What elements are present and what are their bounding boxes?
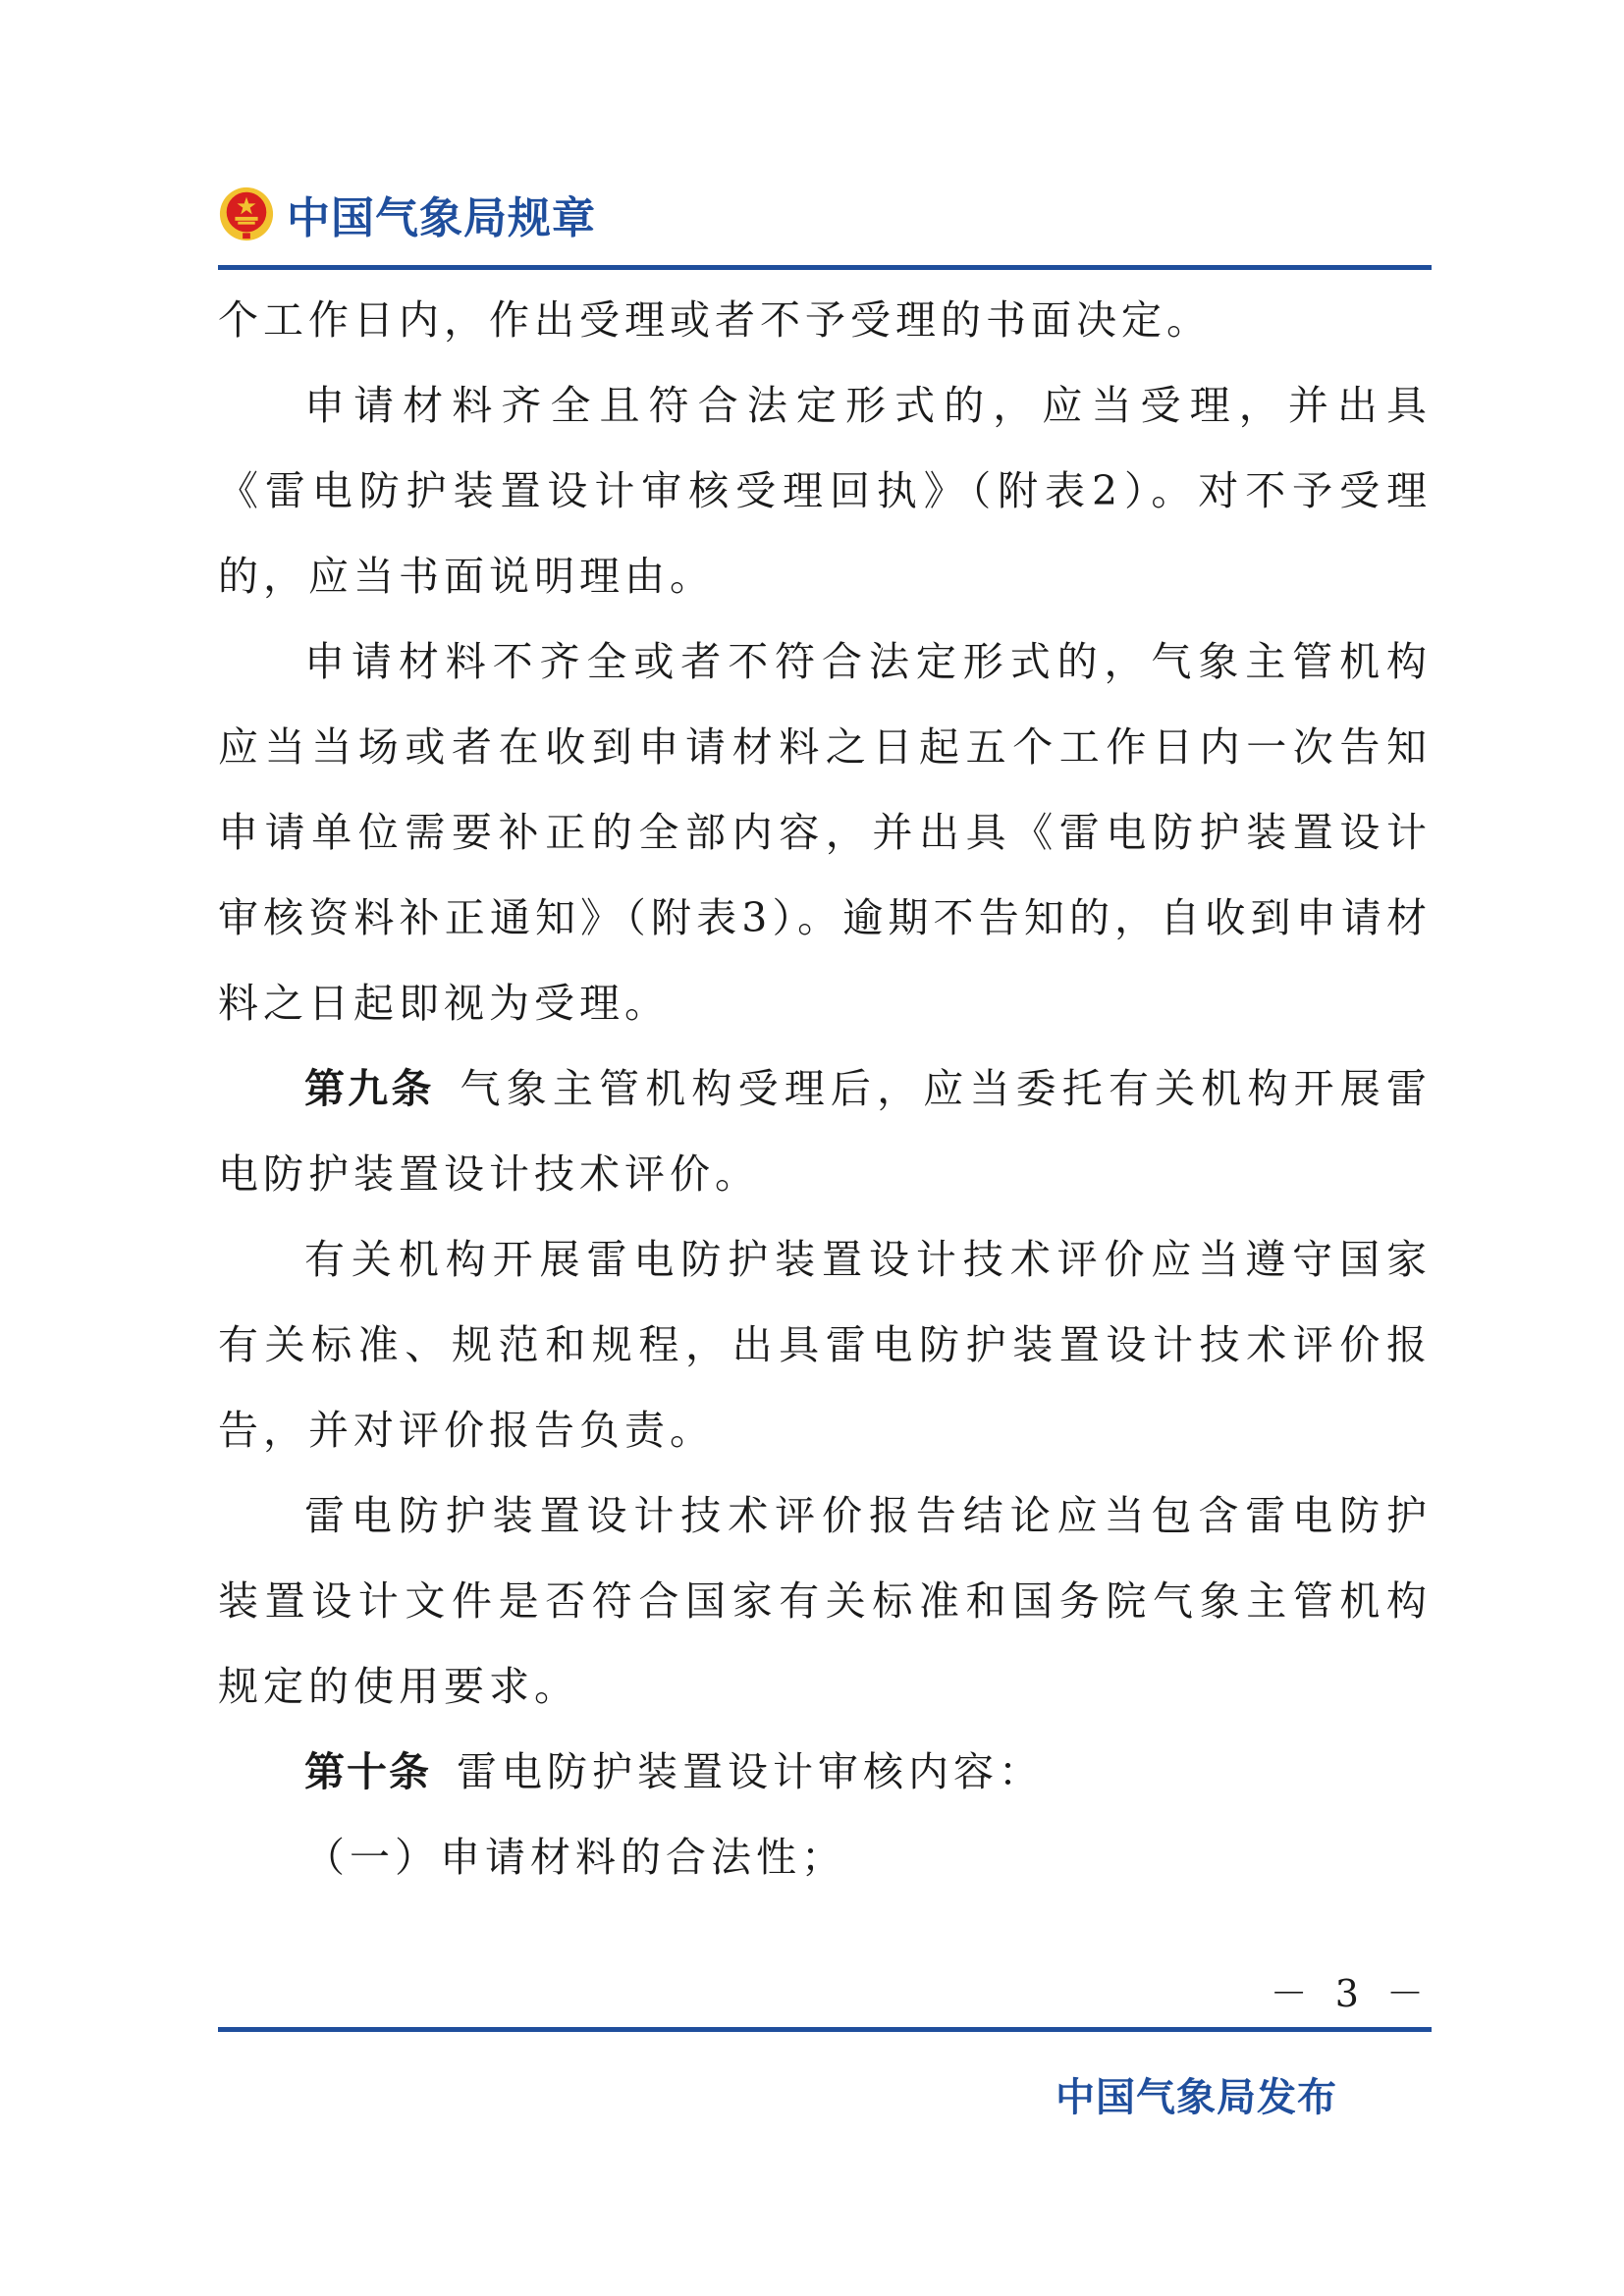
paragraph: 雷电防护装置设计技术评价报告结论应当包含雷电防护装置设计文件是否符合国家有关标准和国务院气象主管机构规定的使用要求。 (218, 1492, 1432, 1710)
document-body (218, 278, 1432, 1900)
page-header (218, 175, 596, 253)
header-divider (218, 265, 1432, 270)
paragraph: 个工作日内，作出受理或者不予受理的书面决定。 (218, 296, 1212, 344)
header-title: 中国气象局规章 (287, 193, 596, 243)
national-emblem-icon (218, 186, 275, 242)
article-paragraph (218, 1730, 1432, 1815)
footer-divider (218, 2027, 1432, 2032)
paragraph: 申请材料不齐全或者不符合法定形式的，气象主管机构应当当场或者在收到申请材料之日起五个工作日内一次告知申请单位需要补正的全部内容，并出具《雷电防护装置设计审核资料补正通知》（附表3）。逾期不告知的，自收到申请材料之日起即视为受理。 (218, 638, 1432, 1027)
publisher-label: 中国气象局发布 (1056, 2075, 1337, 2120)
paragraph: 申请材料齐全且符合法定形式的，应当受理，并出具《雷电防护装置设计审核受理回执》（附表2）。对不予受理的，应当书面说明理由。 (218, 382, 1432, 600)
article-text: 气象主管机构受理后，应当委托有关机构开展雷电防护装置设计技术评价。 (218, 1065, 1433, 1198)
page-number: － 3 － (1270, 1972, 1432, 2015)
paragraph: 有关机构开展雷电防护装置设计技术评价应当遵守国家有关标准、规范和规程，出具雷电防护装置设计技术评价报告，并对评价报告负责。 (218, 1236, 1432, 1454)
article-text: 雷电防护装置设计审核内容： (457, 1748, 1044, 1795)
list-item: （一）申请材料的合法性； (304, 1834, 846, 1881)
article-number: 第十条 (304, 1748, 431, 1795)
article-paragraph (218, 1046, 1432, 1217)
article-number: 第九条 (304, 1065, 435, 1112)
